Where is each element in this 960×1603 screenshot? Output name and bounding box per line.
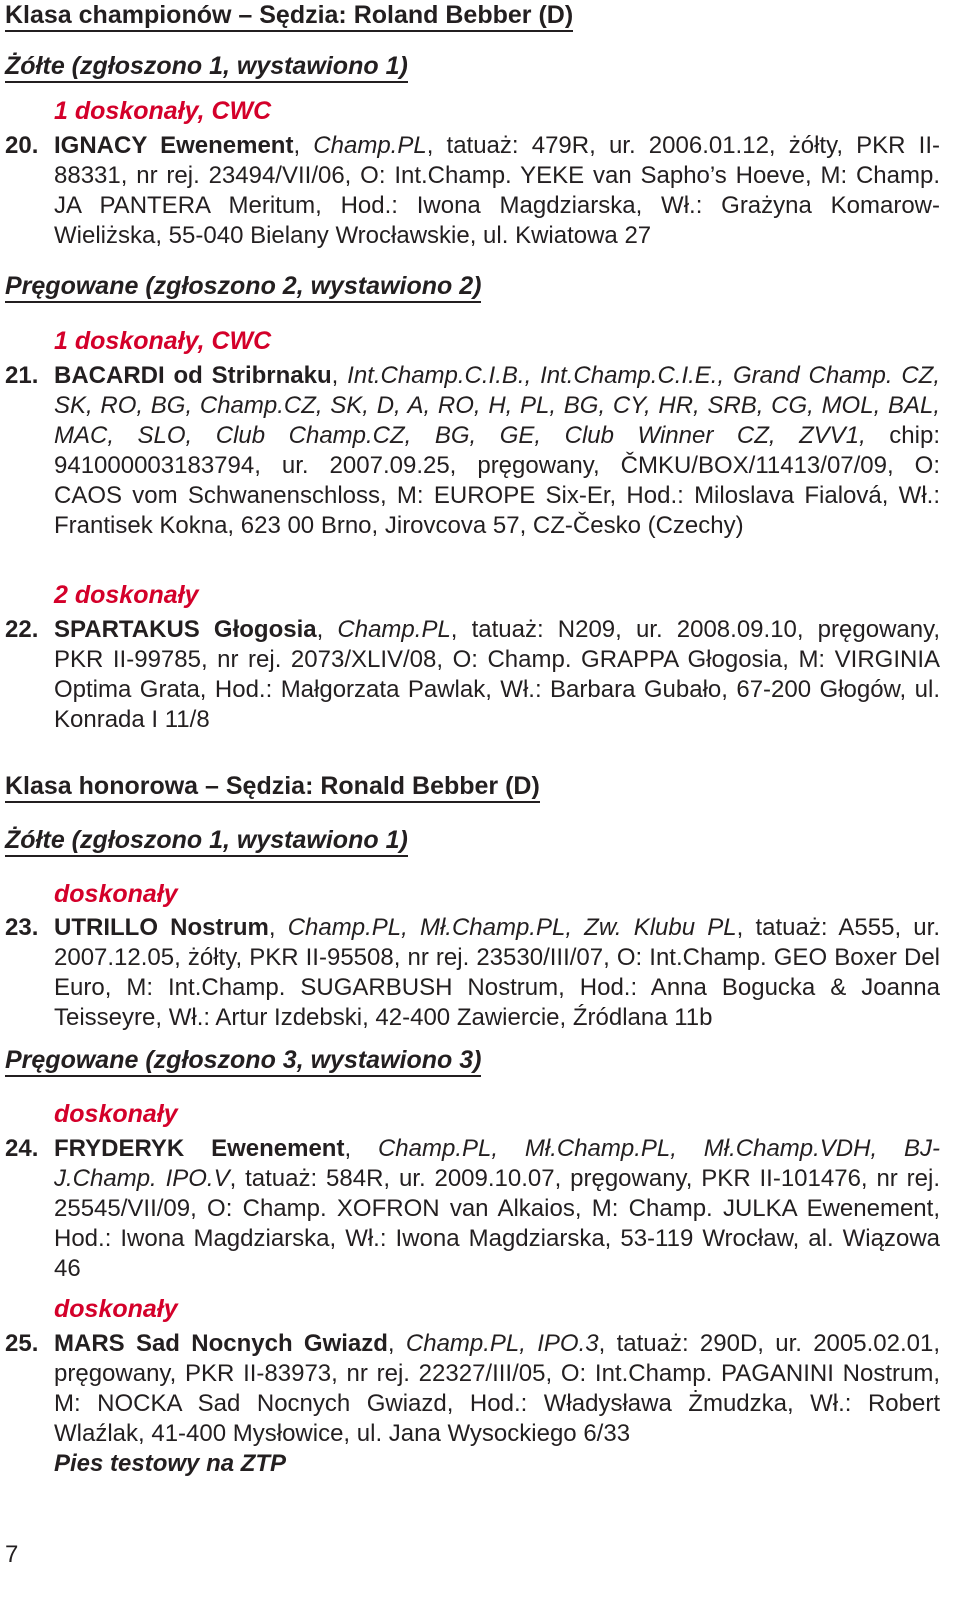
entry: 24. FRYDERYK Ewenement, Champ.PL, Mł.Champ.PL, Mł.Champ.VDH, BJ-J.Champ. IPO.V, tatuaż: 584R, ur. 2009.10.07, pręgowany, PKR II-101476, nr rej. 25545/VII/09, O: Champ. XOFRON van Alkaios, M: Champ. JULKA Ewenement, Hod.: Iwona Magdziarska, Wł.: Iwona Magdziarska, 53-119 Wrocław, al. Wiązowa 46	[5, 1135, 940, 1282]
dog-name: BACARDI od Stribrnaku	[54, 362, 332, 389]
entry: 21. BACARDI od Stribrnaku, Int.Champ.C.I.B., Int.Champ.C.I.E., Grand Champ. CZ, SK, RO, BG, Champ.CZ, SK, D, A, RO, H, PL, BG, CY, HR, SRB, CG, MOL, BAL, MAC, SLO, Club Champ.CZ, BG, GE, Club Winner CZ, ZVV1, chip: 941000003183794, ur. 2007.09.25, pręgowany, ČMKU/BOX/11413/07/09, O: CAOS vom Schwanenschloss, M: EUROPE Six-Er, Hod.: Miloslava Fialová, Wł.: Frantisek Kokna, 623 00 Brno, Jirovcova 57, CZ-Česko (Czechy)	[5, 362, 941, 539]
dog-name: SPARTAKUS Głogosia	[54, 616, 317, 643]
section-heading-honorary: Klasa honorowa – Sędzia: Ronald Bebber (D)	[5, 771, 540, 801]
group-heading-yellow: Żółte (zgłoszono 1, wystawiono 1)	[5, 51, 408, 81]
award-label: 1 doskonały, CWC	[54, 327, 272, 355]
dog-name: IGNACY Ewenement	[54, 132, 294, 159]
entry: 22. SPARTAKUS Głogosia, Champ.PL, tatuaż: N209, ur. 2008.09.10, pręgowany, PKR II-99785, nr rej. 2073/XLIV/08, O: Champ. GRAPPA Głogosia, M: VIRGINIA Optima Grata, Hod.: Małgorzata Pawlak, Wł.: Barbara Gubało, 67-200 Głogów, ul. Konrada I 11/8	[5, 616, 940, 733]
group-heading-brindle: Pręgowane (zgłoszono 3, wystawiono 3)	[5, 1045, 481, 1075]
page-number: 7	[5, 1541, 19, 1568]
entry: 20. IGNACY Ewenement, Champ.PL, tatuaż: 479R, ur. 2006.01.12, żółty, PKR II-88331, nr rej. 23494/VII/06, O: Int.Champ. YEKE van Sapho’s Hoeve, M: Champ. JA PANTERA Meritum, Hod.: Iwona Magdziarska, Wł.: Grażyna Komarow-Wieliżska, 55-040 Bielany Wrocławskie, ul. Kwiatowa 27	[5, 132, 940, 249]
group-heading-yellow: Żółte (zgłoszono 1, wystawiono 1)	[5, 825, 408, 855]
award-label: doskonały	[54, 1100, 178, 1128]
award-label: doskonały	[54, 1295, 178, 1323]
entry-number: 21.	[5, 362, 39, 389]
entry-details: , tatuaż: A555, ur. 2007.12.05, żółty, PKR II-95508, nr rej. 23530/III/07, O: Int.Champ. GEO Boxer Del Euro, M: Int.Champ. SUGARBUSH Nostrum, Hod.: Anna Bogucka & Joanna Teisseyre, Wł.: Artur Izdebski, 42-400 Zawiercie, Źródlana 11b	[54, 914, 940, 1031]
award-label: 2 doskonały	[54, 581, 199, 609]
dog-titles: Champ.PL, Mł.Champ.PL, Mł.Champ.VDH, BJ-J.Champ. IPO.V	[54, 1135, 940, 1192]
entry-details: , tatuaż: N209, ur. 2008.09.10, pręgowany, PKR II-99785, nr rej. 2073/XLIV/08, O: Champ. GRAPPA Głogosia, M: VIRGINIA Optima Grata, Hod.: Małgorzata Pawlak, Wł.: Barbara Gubało, 67-200 Głogów, ul. Konrada I 11/8	[54, 616, 940, 733]
group-heading-brindle: Pręgowane (zgłoszono 2, wystawiono 2)	[5, 271, 481, 301]
dog-titles: Champ.PL, IPO.3	[405, 1330, 599, 1357]
dog-name: FRYDERYK Ewenement	[54, 1135, 345, 1162]
dog-name: UTRILLO Nostrum	[54, 914, 269, 941]
award-label: doskonały	[54, 880, 178, 908]
dog-name: MARS Sad Nocnych Gwiazd	[54, 1330, 388, 1357]
entry-details: , tatuaż: 584R, ur. 2009.10.07, pręgowany, PKR II-101476, nr rej. 25545/VII/09, O: Champ. XOFRON van Alkaios, M: Champ. JULKA Ewenement, Hod.: Iwona Magdziarska, Wł.: Iwona Magdziarska, 53-119 Wrocław, al. Wiązowa 46	[54, 1165, 940, 1282]
dog-titles: Int.Champ.C.I.B., Int.Champ.C.I.E., Grand Champ. CZ, SK, RO, BG, Champ.CZ, SK, D, A, RO, H, PL, BG, CY, HR, SRB, CG, MOL, BAL, MAC, SLO, Club Champ.CZ, BG, GE, Club Winner CZ, ZVV1,	[54, 362, 941, 449]
dog-titles: Champ.PL	[337, 616, 451, 643]
entry-number: 25.	[5, 1330, 39, 1357]
entry-details: chip: 941000003183794, ur. 2007.09.25, pręgowany, ČMKU/BOX/11413/07/09, O: CAOS vom Schwanenschloss, M: EUROPE Six-Er, Hod.: Miloslava Fialová, Wł.: Frantisek Kokna, 623 00 Brno, Jirovcova 57, CZ-Česko (Czechy)	[54, 422, 940, 539]
entry-details: , tatuaż: 290D, ur. 2005.02.01, pręgowany, PKR II-83973, nr rej. 22327/III/05, O: Int.Champ. PAGANINI Nostrum, M: NOCKA Sad Nocnych Gwiazd, Hod.: Władysława Żmudzka, Wł.: Robert Wlaźlak, 41-400 Mysłowice, ul. Jana Wysockiego 6/33	[54, 1330, 940, 1447]
dog-titles: Champ.PL	[313, 132, 427, 159]
entry-number: 24.	[5, 1135, 39, 1162]
entry-number: 20.	[5, 132, 39, 159]
section-heading-champions: Klasa championów – Sędzia: Roland Bebber (D)	[5, 0, 573, 30]
entry-number: 22.	[5, 616, 39, 643]
entry: 25. MARS Sad Nocnych Gwiazd, Champ.PL, IPO.3, tatuaż: 290D, ur. 2005.02.01, pręgowany, PKR II-83973, nr rej. 22327/III/05, O: Int.Champ. PAGANINI Nostrum, M: NOCKA Sad Nocnych Gwiazd, Hod.: Władysława Żmudzka, Wł.: Robert Wlaźlak, 41-400 Mysłowice, ul. Jana Wysockiego 6/33 Pies testowy na ZTP	[5, 1330, 940, 1477]
dog-titles: Champ.PL, Mł.Champ.PL, Zw. Klubu PL	[287, 914, 737, 941]
award-label: 1 doskonały, CWC	[54, 97, 272, 125]
entry-note: Pies testowy na ZTP	[54, 1450, 287, 1477]
entry-number: 23.	[5, 914, 39, 941]
entry-details: , tatuaż: 479R, ur. 2006.01.12, żółty, PKR II-88331, nr rej. 23494/VII/06, O: Int.Champ. YEKE van Sapho’s Hoeve, M: Champ. JA PANTERA Meritum, Hod.: Iwona Magdziarska, Wł.: Grażyna Komarow-Wieliżska, 55-040 Bielany Wrocławskie, ul. Kwiatowa 27	[54, 132, 940, 249]
entry: 23. UTRILLO Nostrum, Champ.PL, Mł.Champ.PL, Zw. Klubu PL, tatuaż: A555, ur. 2007.12.05, żółty, PKR II-95508, nr rej. 23530/III/07, O: Int.Champ. GEO Boxer Del Euro, M: Int.Champ. SUGARBUSH Nostrum, Hod.: Anna Bogucka & Joanna Teisseyre, Wł.: Artur Izdebski, 42-400 Zawiercie, Źródlana 11b	[5, 914, 940, 1031]
